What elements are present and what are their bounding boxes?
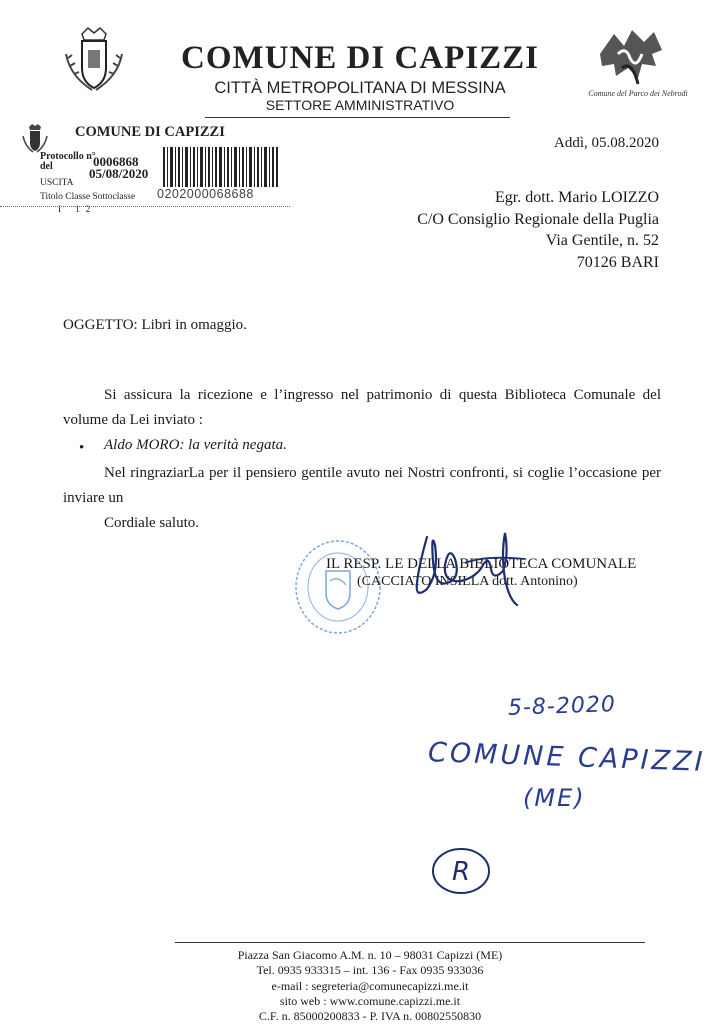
signatory-name: (CACCIATO INSILLA dott. Antonino)	[357, 574, 578, 589]
coat-of-arms-icon	[58, 24, 130, 96]
handwritten-province: (ME)	[523, 784, 586, 812]
signature-handwritten	[405, 525, 545, 620]
protocol-direction: USCITA	[40, 178, 74, 188]
protocol-classification-label: Titolo Classe Sottoclasse	[40, 192, 136, 202]
subject-line: OGGETTO: Libri in omaggio.	[63, 317, 247, 333]
footer-website: sito web : www.comune.capizzi.me.it	[279, 993, 461, 1008]
protocol-number-label: Protocollo n°	[40, 151, 96, 162]
park-logo-icon	[592, 24, 668, 88]
closing-salutation: Cordiale saluto.	[104, 515, 199, 531]
barcode-number: 0202000068688	[157, 187, 254, 201]
protocol-classification-values: I 12	[58, 204, 97, 214]
park-caption: Comune del Parco dei Nebrodi	[588, 89, 688, 98]
stamp-crest-icon	[20, 122, 50, 154]
handwritten-comune: COMUNE CAPIZZI	[427, 737, 706, 778]
signatory-title: IL RESP. LE DELLA BIBLIOTECA COMUNALE	[326, 556, 637, 572]
body-paragraph-1: Si assicura la ricezione e l’ingresso nel patrimonio di questa Biblioteca Comunale del volume da Lei inviato :	[63, 387, 661, 428]
body-paragraph-2: Nel ringraziarLa per il pensiero gentile avuto nei Nostri confronti, si coglie l’occasione per inviare un	[63, 465, 661, 506]
bullet-marker: •	[79, 440, 85, 456]
recipient-city: 70126 BARI	[576, 253, 659, 271]
protocol-date-label: del	[40, 161, 53, 172]
handwritten-date: 5-8-2020	[507, 692, 617, 721]
document-date: Addì, 05.08.2020	[554, 135, 659, 151]
header-sector: SETTORE AMMINISTRATIVO	[265, 97, 455, 113]
recipient-name: Egr. dott. Mario LOIZZO	[495, 189, 659, 206]
page-title: COMUNE DI CAPIZZI	[180, 40, 540, 76]
footer-phone: Tel. 0935 933315 – int. 136 - Fax 0935 933036	[256, 963, 484, 978]
footer	[150, 948, 590, 1024]
handwritten-circled-mark	[430, 845, 492, 897]
handwritten-mark-letter: R	[451, 857, 471, 887]
header-subtitle: CITTÀ METROPOLITANA DI MESSINA	[214, 79, 506, 97]
footer-address: Piazza San Giacomo A.M. n. 10 – 98031 Capizzi (ME)	[237, 948, 503, 962]
stamp-comune: COMUNE DI CAPIZZI	[75, 124, 225, 140]
protocol-date: 05/08/2020	[89, 166, 149, 181]
protocol-number: 0006868	[93, 154, 139, 169]
footer-email: e-mail : segreteria@comunecapizzi.me.it	[271, 978, 469, 993]
protocol-label	[40, 152, 96, 172]
stamp-divider	[0, 206, 290, 207]
recipient-block	[417, 187, 659, 273]
barcode	[162, 147, 280, 187]
header-divider	[205, 117, 510, 118]
recipient-organization: C/O Consiglio Regionale della Puglia	[417, 210, 659, 228]
footer-tax-ids: C.F. n. 85000200833 - P. IVA n. 00802550830	[258, 1009, 482, 1024]
recipient-street: Via Gentile, n. 52	[545, 232, 659, 249]
book-title: Aldo MORO: la verità negata.	[104, 437, 287, 453]
footer-divider	[175, 942, 645, 943]
